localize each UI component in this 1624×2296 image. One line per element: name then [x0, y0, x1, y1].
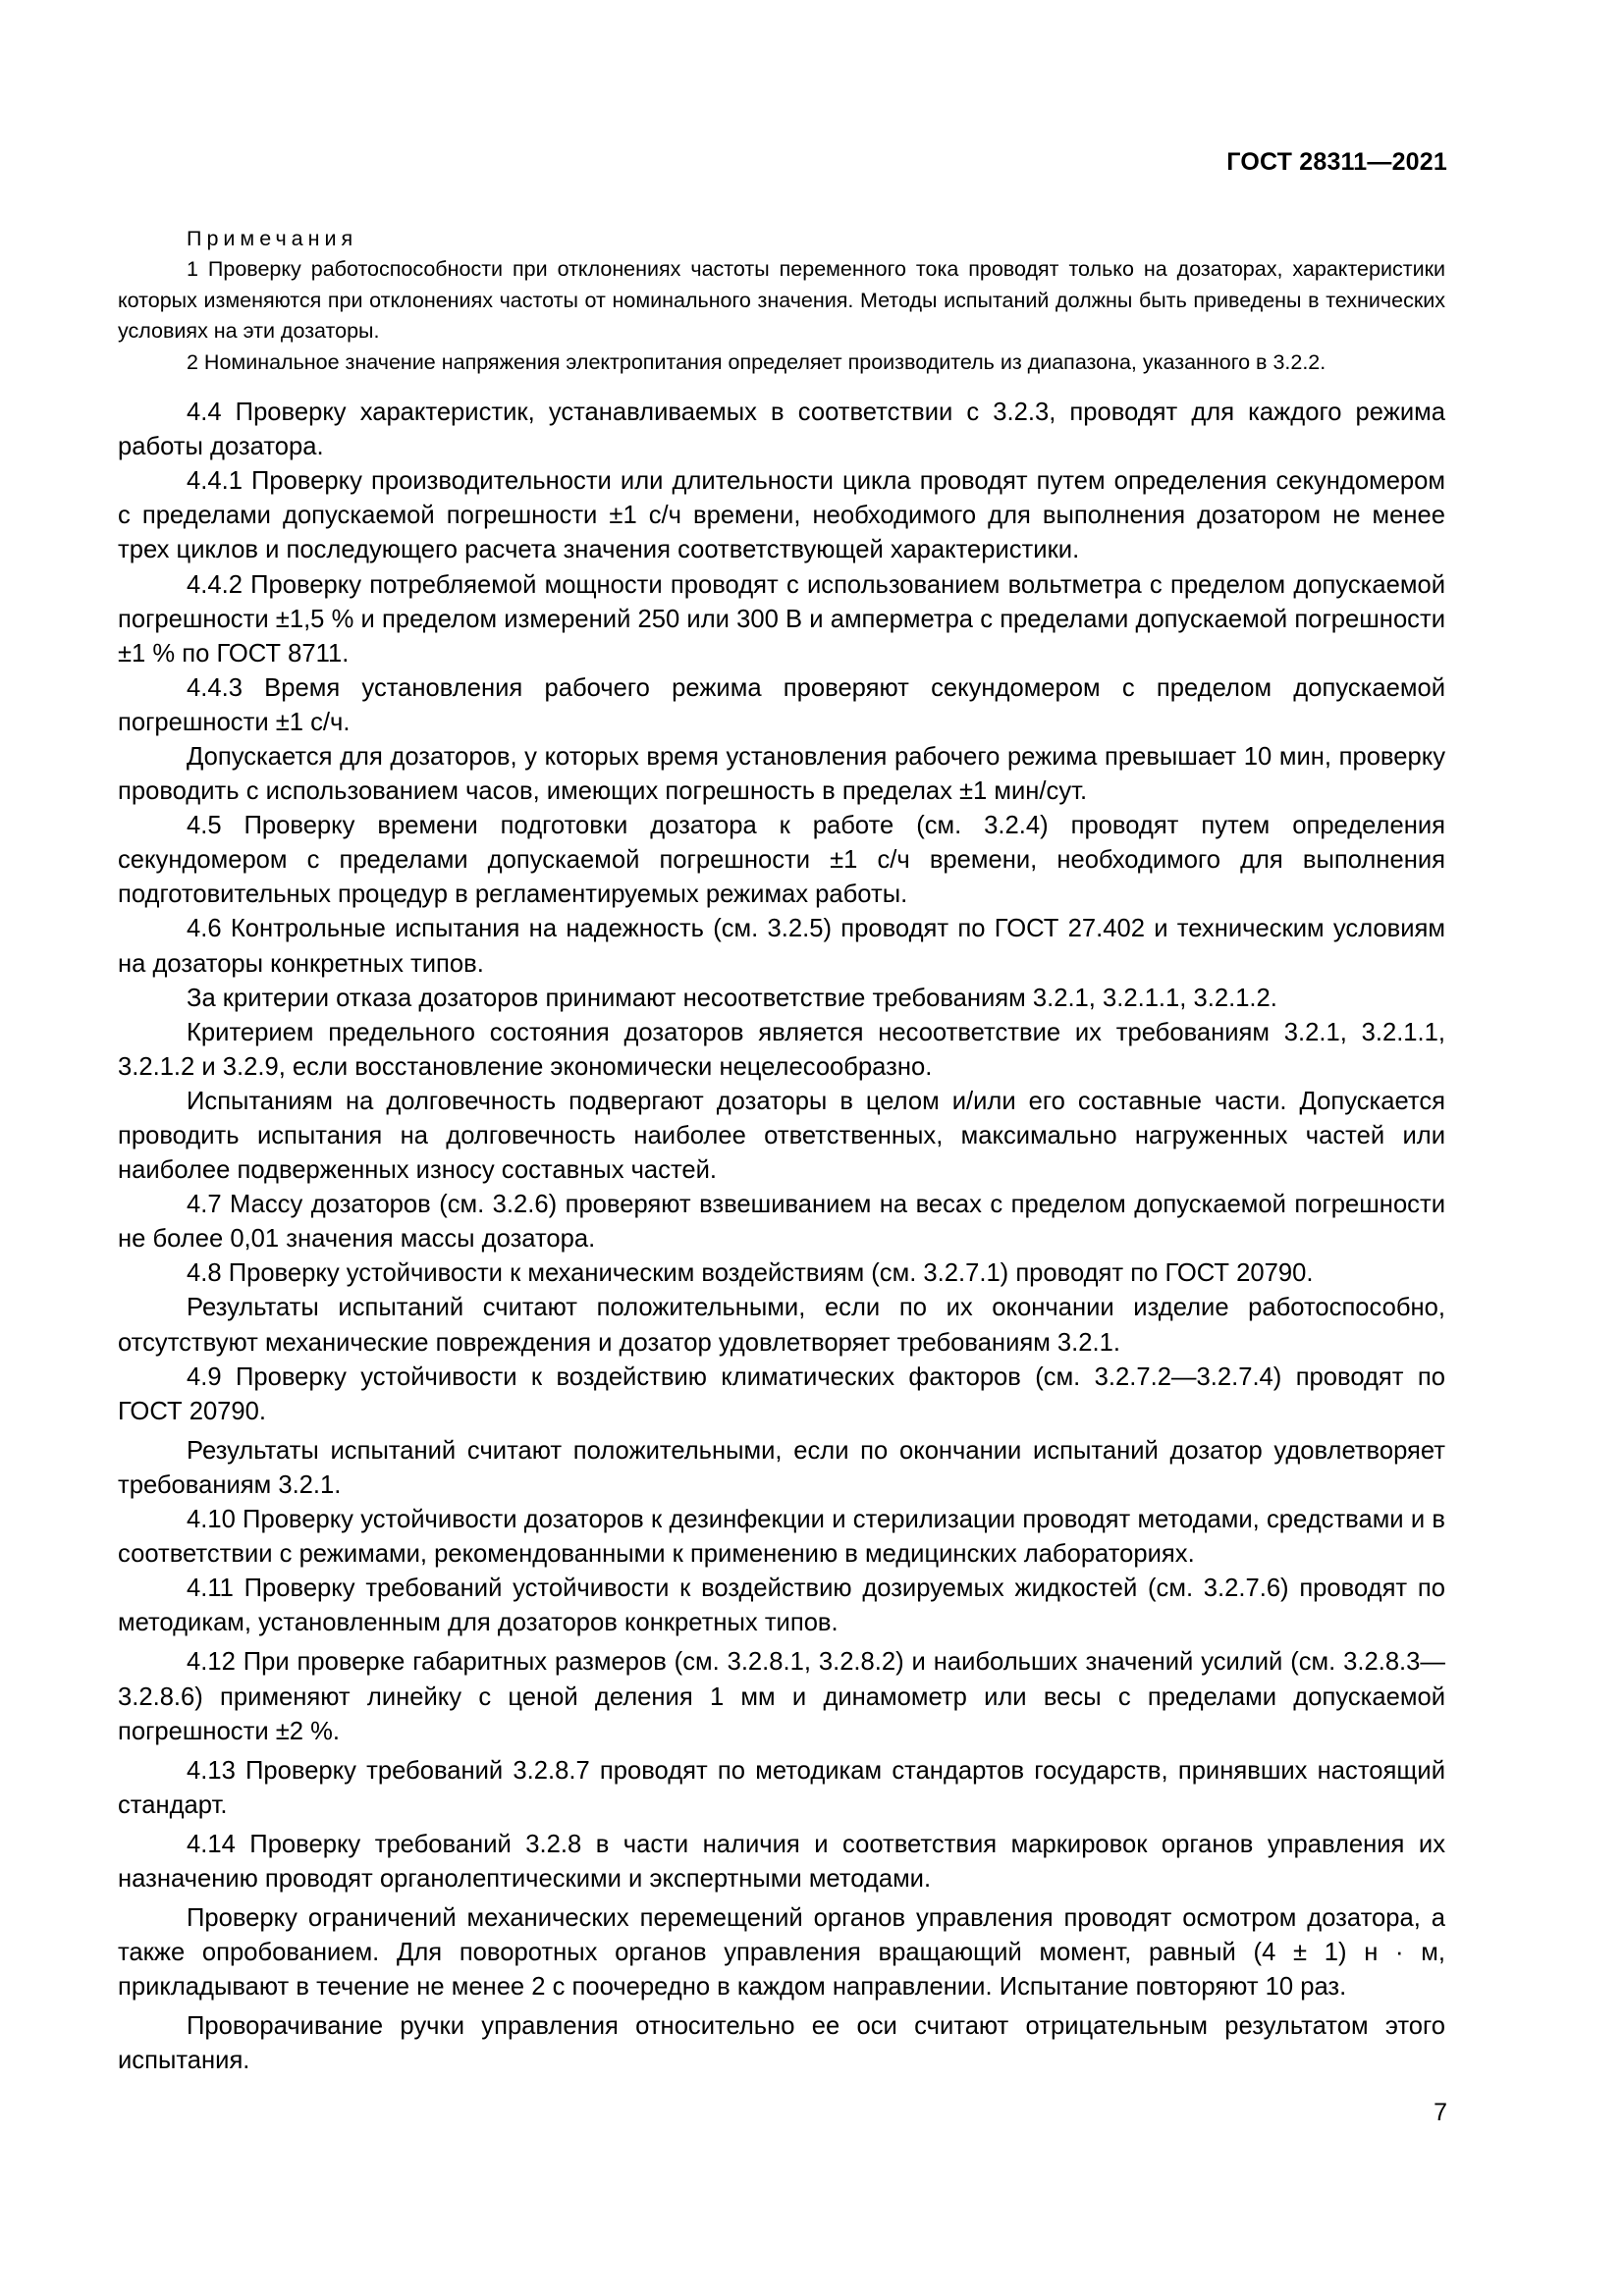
- paragraph-4-12: 4.12 При проверке габаритных размеров (см. 3.2.8.1, 3.2.8.2) и наибольших значений усилий (см. 3.2.8.3—3.2.8.6) применяют линейку с ценой деления 1 мм и динамометр или весы с пределами допускаемой погрешности ±2 %.: [118, 1648, 1445, 1745]
- paragraph-4-11: 4.11 Проверку требований устойчивости к воздействию дозируемых жидкостей (см. 3.2.7.6) проводят по методикам, установленным для дозаторов конкретных типов.: [118, 1575, 1445, 1637]
- paragraph-4-4: 4.4 Проверку характеристик, устанавливаемых в соответствии с 3.2.3, проводят для каждого режима работы дозатора.: [118, 399, 1445, 461]
- notes-title: Примечания: [187, 227, 358, 250]
- note-item: 1 Проверку работоспособности при отклонениях частоты переменного тока проводят только на дозаторах, характеристики которых изменяются при отклонениях частоты от номинального значения. Методы испытаний должны быть приведены в технических условиях на эти дозаторы.: [118, 257, 1445, 344]
- paragraph-4-7: 4.7 Массу дозаторов (см. 3.2.6) проверяют взвешиванием на весах с пределом допускаемой погрешности не более 0,01 значения массы дозатора.: [118, 1191, 1445, 1254]
- paragraph-4-8: 4.8 Проверку устойчивости к механическим воздействиям (см. 3.2.7.1) проводят по ГОСТ 20790.: [187, 1259, 1314, 1288]
- document-code-header: ГОСТ 28311—2021: [1226, 148, 1447, 176]
- paragraph: Результаты испытаний считают положительными, если по окончании испытаний дозатор удовлетворяет требованиям 3.2.1.: [118, 1436, 1445, 1499]
- paragraph-4-5: 4.5 Проверку времени подготовки дозатора к работе (см. 3.2.4) проводят путем определения секундомером с пределами допускаемой погрешности ±1 с/ч времени, необходимого для выполнения подготовительных процедур в регламентируемых режимах работы.: [118, 812, 1445, 909]
- paragraph: Проворачивание ручки управления относительно ее оси считают отрицательным результатом этого испытания.: [118, 2012, 1445, 2075]
- paragraph-4-4-1: 4.4.1 Проверку производительности или длительности цикла проводят путем определения секундомером с пределами допускаемой погрешности ±1 с/ч времени, необходимого для выполнения дозатором не менее трех циклов и последующего расчета значения соответствующей характеристики.: [118, 467, 1445, 564]
- paragraph-4-9: 4.9 Проверку устойчивости к воздействию климатических факторов (см. 3.2.7.2—3.2.7.4) проводят по ГОСТ 20790.: [118, 1362, 1445, 1425]
- page-content: [118, 224, 1445, 2079]
- note-item: 2 Номинальное значение напряжения электропитания определяет производитель из диапазона, указанного в 3.2.2.: [187, 349, 1326, 374]
- paragraph-4-6: 4.6 Контрольные испытания на надежность (см. 3.2.5) проводят по ГОСТ 27.402 и техническим условиям на дозаторы конкретных типов.: [118, 915, 1445, 978]
- paragraph-4-4-2: 4.4.2 Проверку потребляемой мощности проводят с использованием вольтметра с пределом допускаемой погрешности ±1,5 % и пределом измерений 250 или 300 В и амперметра с пределами допускаемой погрешности ±1 % по ГОСТ 8711.: [118, 570, 1445, 667]
- body-text: [118, 396, 1445, 2079]
- page-number: 7: [1434, 2099, 1447, 2126]
- notes-block: [118, 224, 1445, 378]
- paragraph-4-13: 4.13 Проверку требований 3.2.8.7 проводят по методикам стандартов государств, принявших настоящий стандарт.: [118, 1756, 1445, 1819]
- paragraph-4-4-3: 4.4.3 Время установления рабочего режима проверяют секундомером с пределом допускаемой погрешности ±1 с/ч.: [118, 673, 1445, 736]
- paragraph: За критерии отказа дозаторов принимают несоответствие требованиям 3.2.1, 3.2.1.1, 3.2.1.2.: [187, 984, 1277, 1012]
- paragraph: Допускается для дозаторов, у которых время установления рабочего режима превышает 10 мин, проверку проводить с использованием часов, имеющих погрешность в пределах ±1 мин/сут.: [118, 742, 1445, 806]
- paragraph-4-14: 4.14 Проверку требований 3.2.8 в части наличия и соответствия маркировок органов управления их назначению проводят органолептическими и экспертными методами.: [118, 1830, 1445, 1893]
- paragraph: Критерием предельного состояния дозаторов является несоответствие их требованиям 3.2.1, 3.2.1.1, 3.2.1.2 и 3.2.9, если восстановление экономически нецелесообразно.: [118, 1018, 1445, 1081]
- paragraph: Результаты испытаний считают положительными, если по их окончании изделие работоспособно, отсутствуют механические повреждения и дозатор удовлетворяет требованиям 3.2.1.: [118, 1294, 1445, 1357]
- paragraph-4-10: 4.10 Проверку устойчивости дозаторов к дезинфекции и стерилизации проводят методами, средствами и в соответствии с режимами, рекомендованными к применению в медицинских лабораториях.: [118, 1506, 1445, 1569]
- paragraph: Проверку ограничений механических перемещений органов управления проводят осмотром дозатора, а также опробованием. Для поворотных органов управления вращающий момент, равный (4 ± 1) н · м, прикладывают в течение не менее 2 с поочередно в каждом направлении. Испытание повторяют 10 раз.: [118, 1904, 1445, 2002]
- paragraph: Испытаниям на долговечность подвергают дозаторы в целом и/или его составные части. Допускается проводить испытания на долговечность наиболее ответственных, максимально нагруженных частей или наиболее подверженных износу составных частей.: [118, 1087, 1445, 1185]
